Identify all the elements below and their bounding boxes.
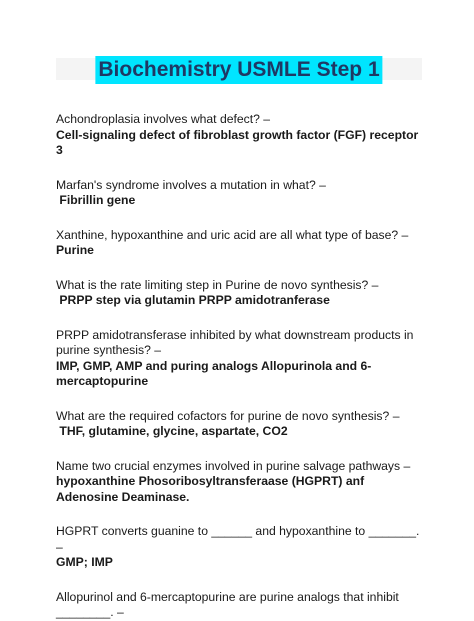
qa-item-8 bbox=[56, 524, 422, 571]
question-text: Achondroplasia involves what defect? – bbox=[56, 112, 271, 126]
qa-item-6 bbox=[56, 409, 422, 440]
document-title: Biochemistry USMLE Step 1 bbox=[95, 56, 382, 84]
qa-item-7 bbox=[56, 459, 422, 506]
answer-text: GMP; IMP bbox=[56, 555, 113, 569]
qa-item-3 bbox=[56, 228, 422, 259]
answer-text: Purine bbox=[56, 243, 94, 257]
question-text: Name two crucial enzymes involved in purine salvage pathways – bbox=[56, 458, 411, 473]
question-text: PRPP amidotransferase inhibited by what downstream products in purine synthesis? – bbox=[56, 327, 414, 357]
answer-text: IMP, GMP, AMP and puring analogs Allopurinola and 6-mercaptopurine bbox=[56, 358, 372, 388]
qa-item-9 bbox=[56, 590, 422, 621]
answer-text: PRPP step via glutamin PRPP amidotranferase bbox=[56, 293, 330, 307]
qa-item-2 bbox=[56, 178, 422, 209]
question-text: Xanthine, hypoxanthine and uric acid are all what type of base? – bbox=[56, 227, 409, 242]
qa-item-4 bbox=[56, 278, 422, 309]
question-text: What are the required cofactors for purine de novo synthesis? – bbox=[56, 408, 400, 423]
answer-text: Fibrillin gene bbox=[56, 193, 136, 207]
answer-text: hypoxanthine Phosoribosyltransferaase (HGPRT) anf Adenosine Deaminase. bbox=[56, 474, 365, 504]
qa-item-1 bbox=[56, 112, 422, 159]
question-text: Marfan's syndrome involves a mutation in what? – bbox=[56, 177, 326, 192]
answer-text: THF, glutamine, glycine, aspartate, CO2 bbox=[56, 424, 288, 438]
question-text: Allopurinol and 6-mercaptopurine are purine analogs that inhibit ________. – bbox=[56, 589, 399, 619]
question-text: HGPRT converts guanine to ______ and hypoxanthine to _______. – bbox=[56, 524, 420, 554]
answer-text: Cell-signaling defect of fibroblast growth factor (FGF) receptor 3 bbox=[56, 127, 419, 157]
question-text: What is the rate limiting step in Purine de novo synthesis? – bbox=[56, 277, 379, 292]
qa-item-5 bbox=[56, 328, 422, 390]
title-band bbox=[56, 56, 422, 84]
